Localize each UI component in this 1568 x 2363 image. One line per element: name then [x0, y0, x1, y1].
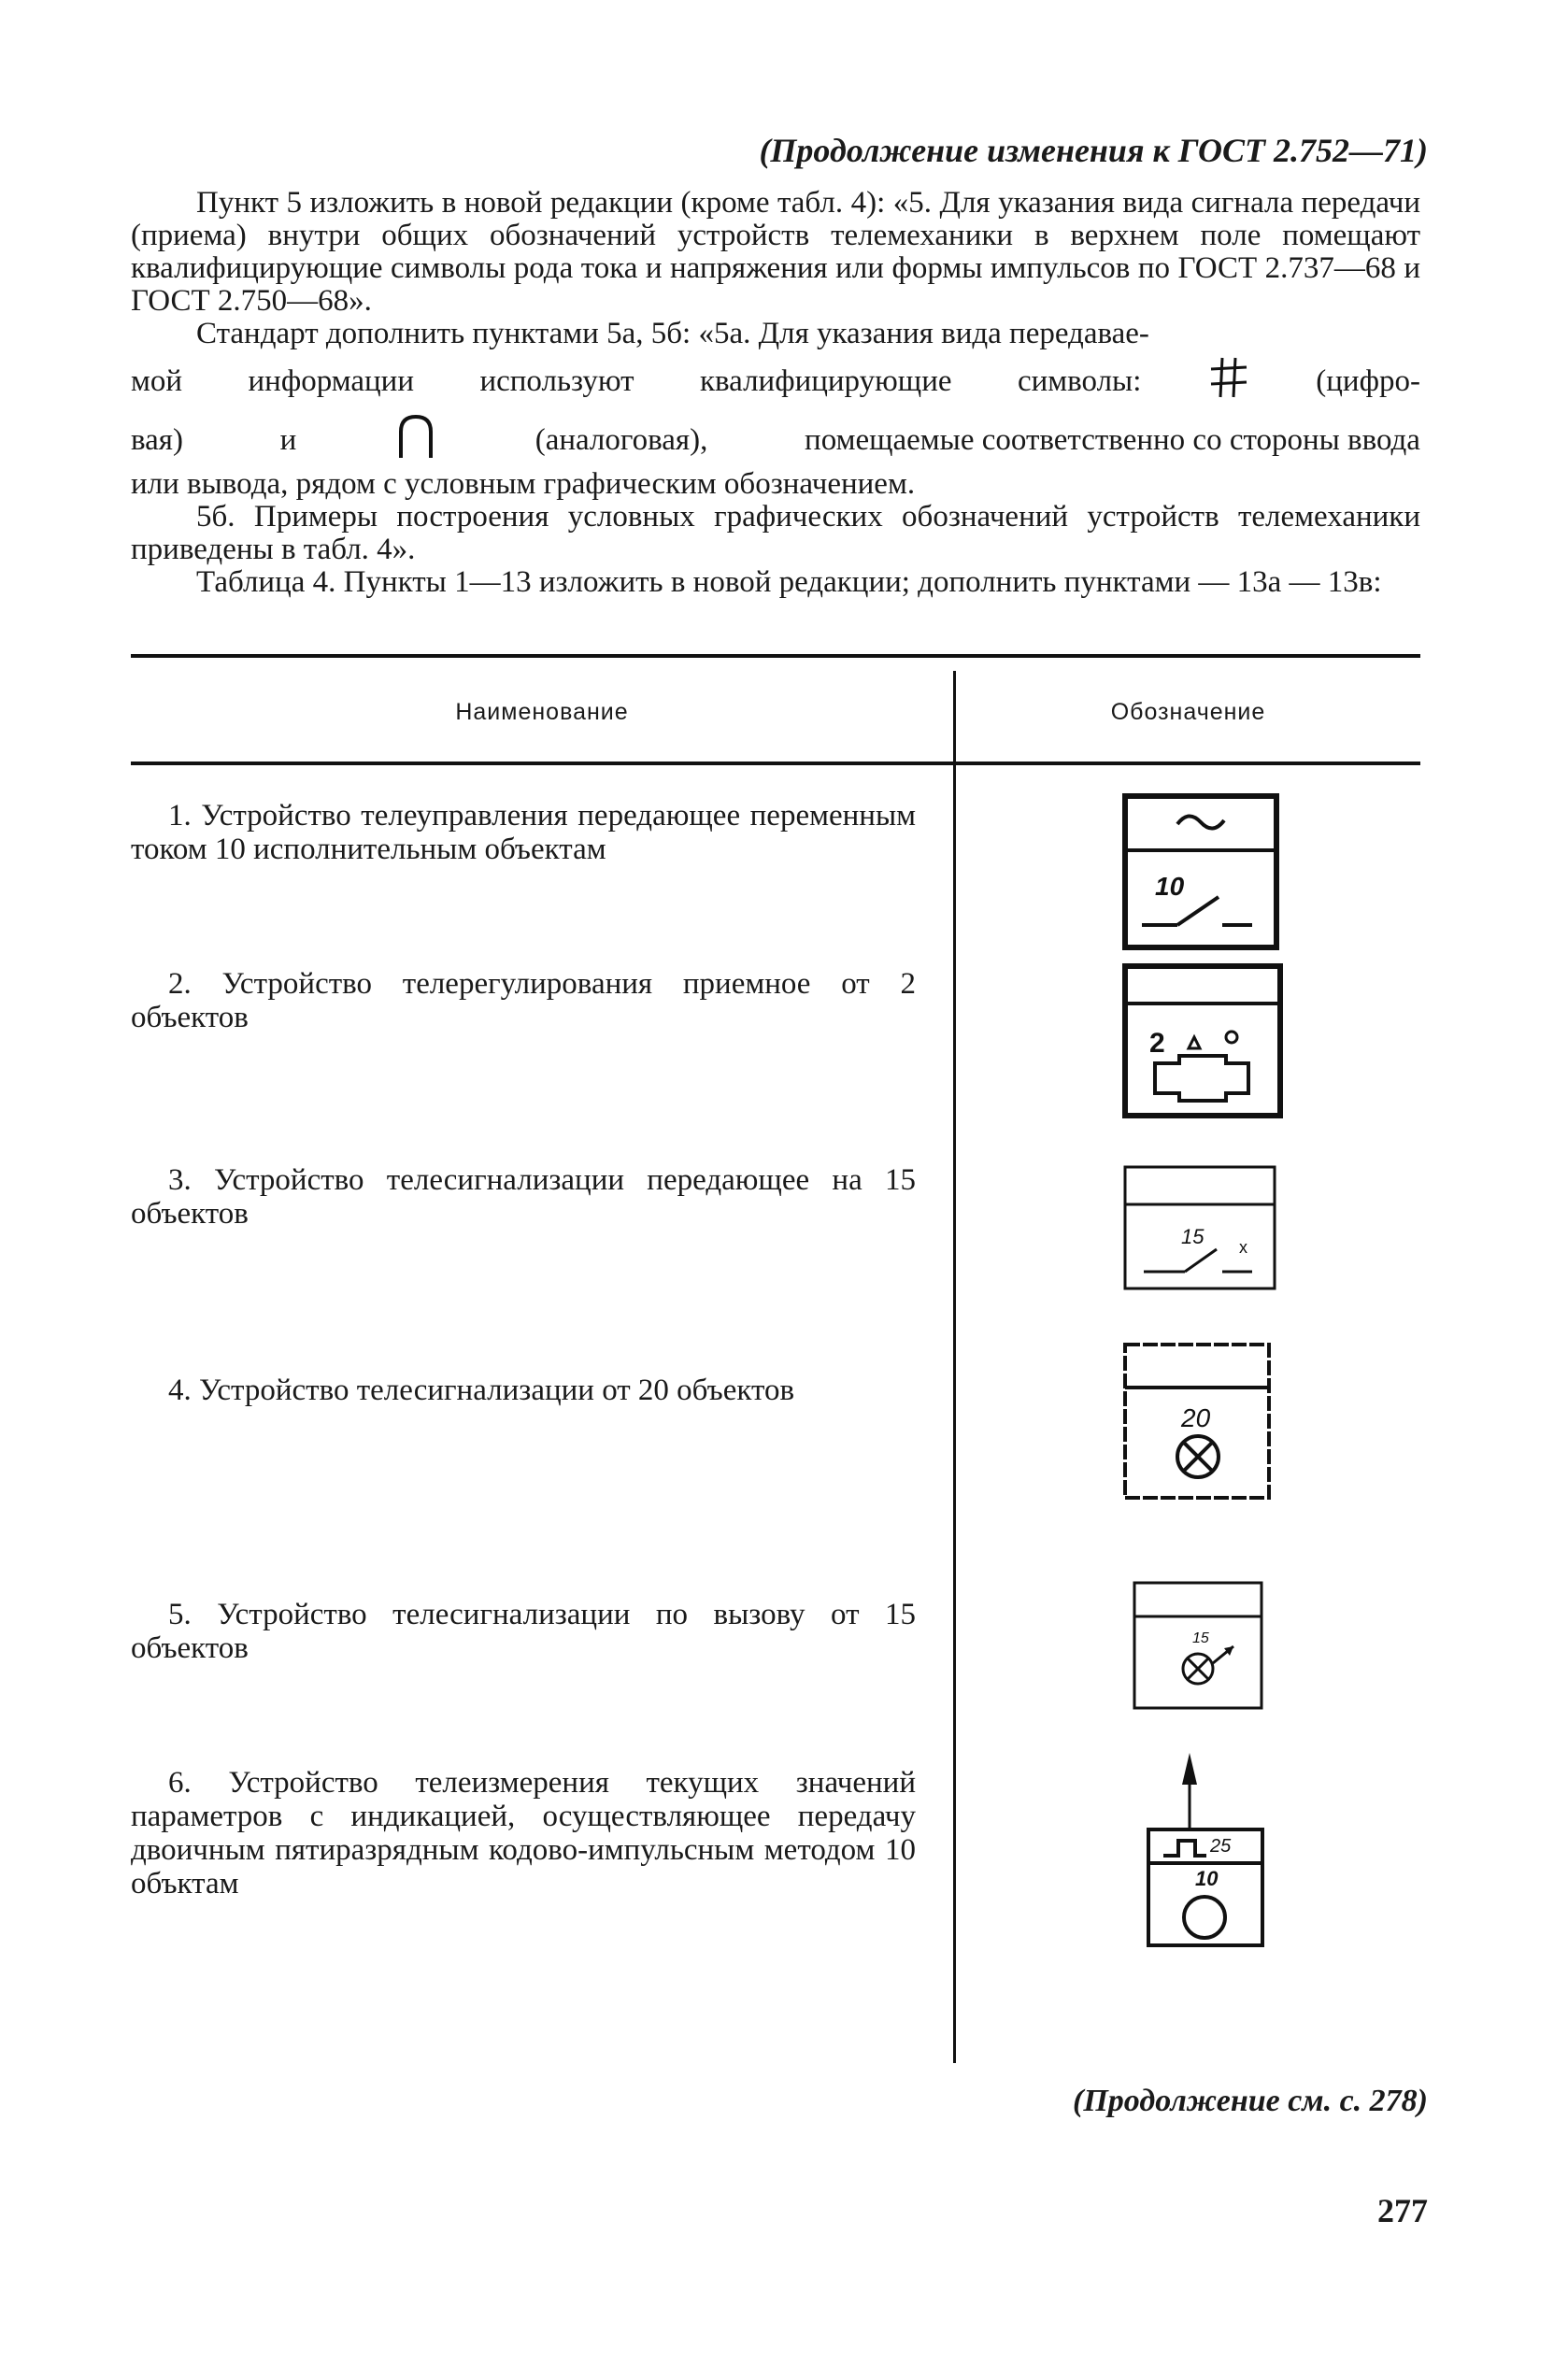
table-row-2-text [131, 967, 916, 1034]
column-header-name: Наименование [455, 699, 629, 725]
intro-symbol-line-2 [131, 412, 1420, 468]
word: квалифицирующие [699, 363, 952, 398]
table-row-3-text [131, 1163, 916, 1231]
intro-paragraph-2-end: или вывода, рядом с условным графическим обозначением. [131, 467, 916, 501]
row-description: 3. Устройство телесигнализации передающее на 15 объектов [131, 1163, 916, 1231]
word: вая) [131, 422, 183, 457]
table-header-rule [131, 762, 1420, 765]
table-row-4-text [131, 1374, 916, 1407]
table-top-rule [131, 654, 1420, 658]
intro-paragraph-1: Пункт 5 изложить в новой редакции (кроме табл. 4): «5. Для указания вида сигнала передачи (приема) внутри общих обозначений устройств телемеханики в верхнем поле помещают квалифицирующие символы рода тока и напряжения или формы импульсов по ГОСТ 2.737—68 и ГОСТ 2.750—68». [131, 186, 1420, 318]
page-number: 277 [1377, 2192, 1428, 2229]
row-2-count: 2 [1149, 1028, 1165, 1059]
word: (аналоговая), [535, 422, 708, 457]
intro-paragraph-3: 5б. Примеры построения условных графических обозначений устройств телемеханики приведены в табл. 4». [131, 500, 1420, 566]
word: помещаемые соответственно со стороны ввода [805, 422, 1420, 457]
word: (цифро- [1316, 363, 1420, 398]
word: мой [131, 363, 183, 398]
row-5-symbol [1131, 1579, 1266, 1719]
row-3-extra: x [1239, 1238, 1247, 1257]
row-6-symbol [1135, 1747, 1276, 1957]
table-column-divider [953, 671, 956, 2063]
symbols-table [131, 654, 1420, 2065]
word: используют [479, 363, 634, 398]
digital-hash-icon [1207, 354, 1250, 408]
intro-paragraph-2-start: Стандарт дополнить пунктами 5а, 5б: «5а. Для указания вида передавае- [196, 317, 1149, 350]
word: информации [248, 363, 414, 398]
row-5-count: 15 [1192, 1630, 1209, 1646]
row-3-symbol [1121, 1163, 1280, 1299]
row-4-count: 20 [1181, 1403, 1211, 1432]
table-row-6-text [131, 1766, 916, 1900]
row-6-count: 10 [1195, 1867, 1219, 1890]
table-row-1-text [131, 799, 916, 866]
row-3-count: 15 [1181, 1225, 1205, 1248]
header-continuation: (Продолжение изменения к ГОСТ 2.752—71) [759, 132, 1428, 169]
row-6-pulse-count: 25 [1210, 1836, 1232, 1857]
column-header-symbol: Обозначение [1110, 699, 1266, 725]
table-row-5-text [131, 1598, 916, 1665]
row-1-symbol [1121, 792, 1280, 956]
row-description: 1. Устройство телеуправления передающее переменным током 10 исполнительным объектам [131, 799, 916, 866]
row-description: 4. Устройство телесигнализации от 20 объектов [168, 1374, 795, 1407]
analog-arc-icon [393, 411, 438, 469]
word: символы: [1017, 363, 1142, 398]
row-2-symbol [1121, 962, 1285, 1126]
row-description: 5. Устройство телесигнализации по вызову от 15 объектов [131, 1598, 916, 1665]
row-description: 6. Устройство телеизмерения текущих значений параметров с индикацией, осуществляющее передачу двоичным пятиразрядным кодово-импульсным методом 10 объктам [131, 1766, 916, 1900]
footer-continuation: (Продолжение см. с. 278) [1073, 2084, 1428, 2118]
intro-paragraph-4: Таблица 4. Пункты 1—13 изложить в новой редакции; дополнить пунктами — 13а — 13в: [196, 565, 1382, 599]
word: и [279, 422, 297, 457]
row-description: 2. Устройство телерегулирования приемное от 2 объектов [131, 967, 916, 1034]
row-4-symbol [1121, 1341, 1276, 1509]
intro-symbol-line [131, 350, 1420, 412]
row-1-count: 10 [1155, 872, 1185, 901]
intro-text [131, 187, 1420, 599]
